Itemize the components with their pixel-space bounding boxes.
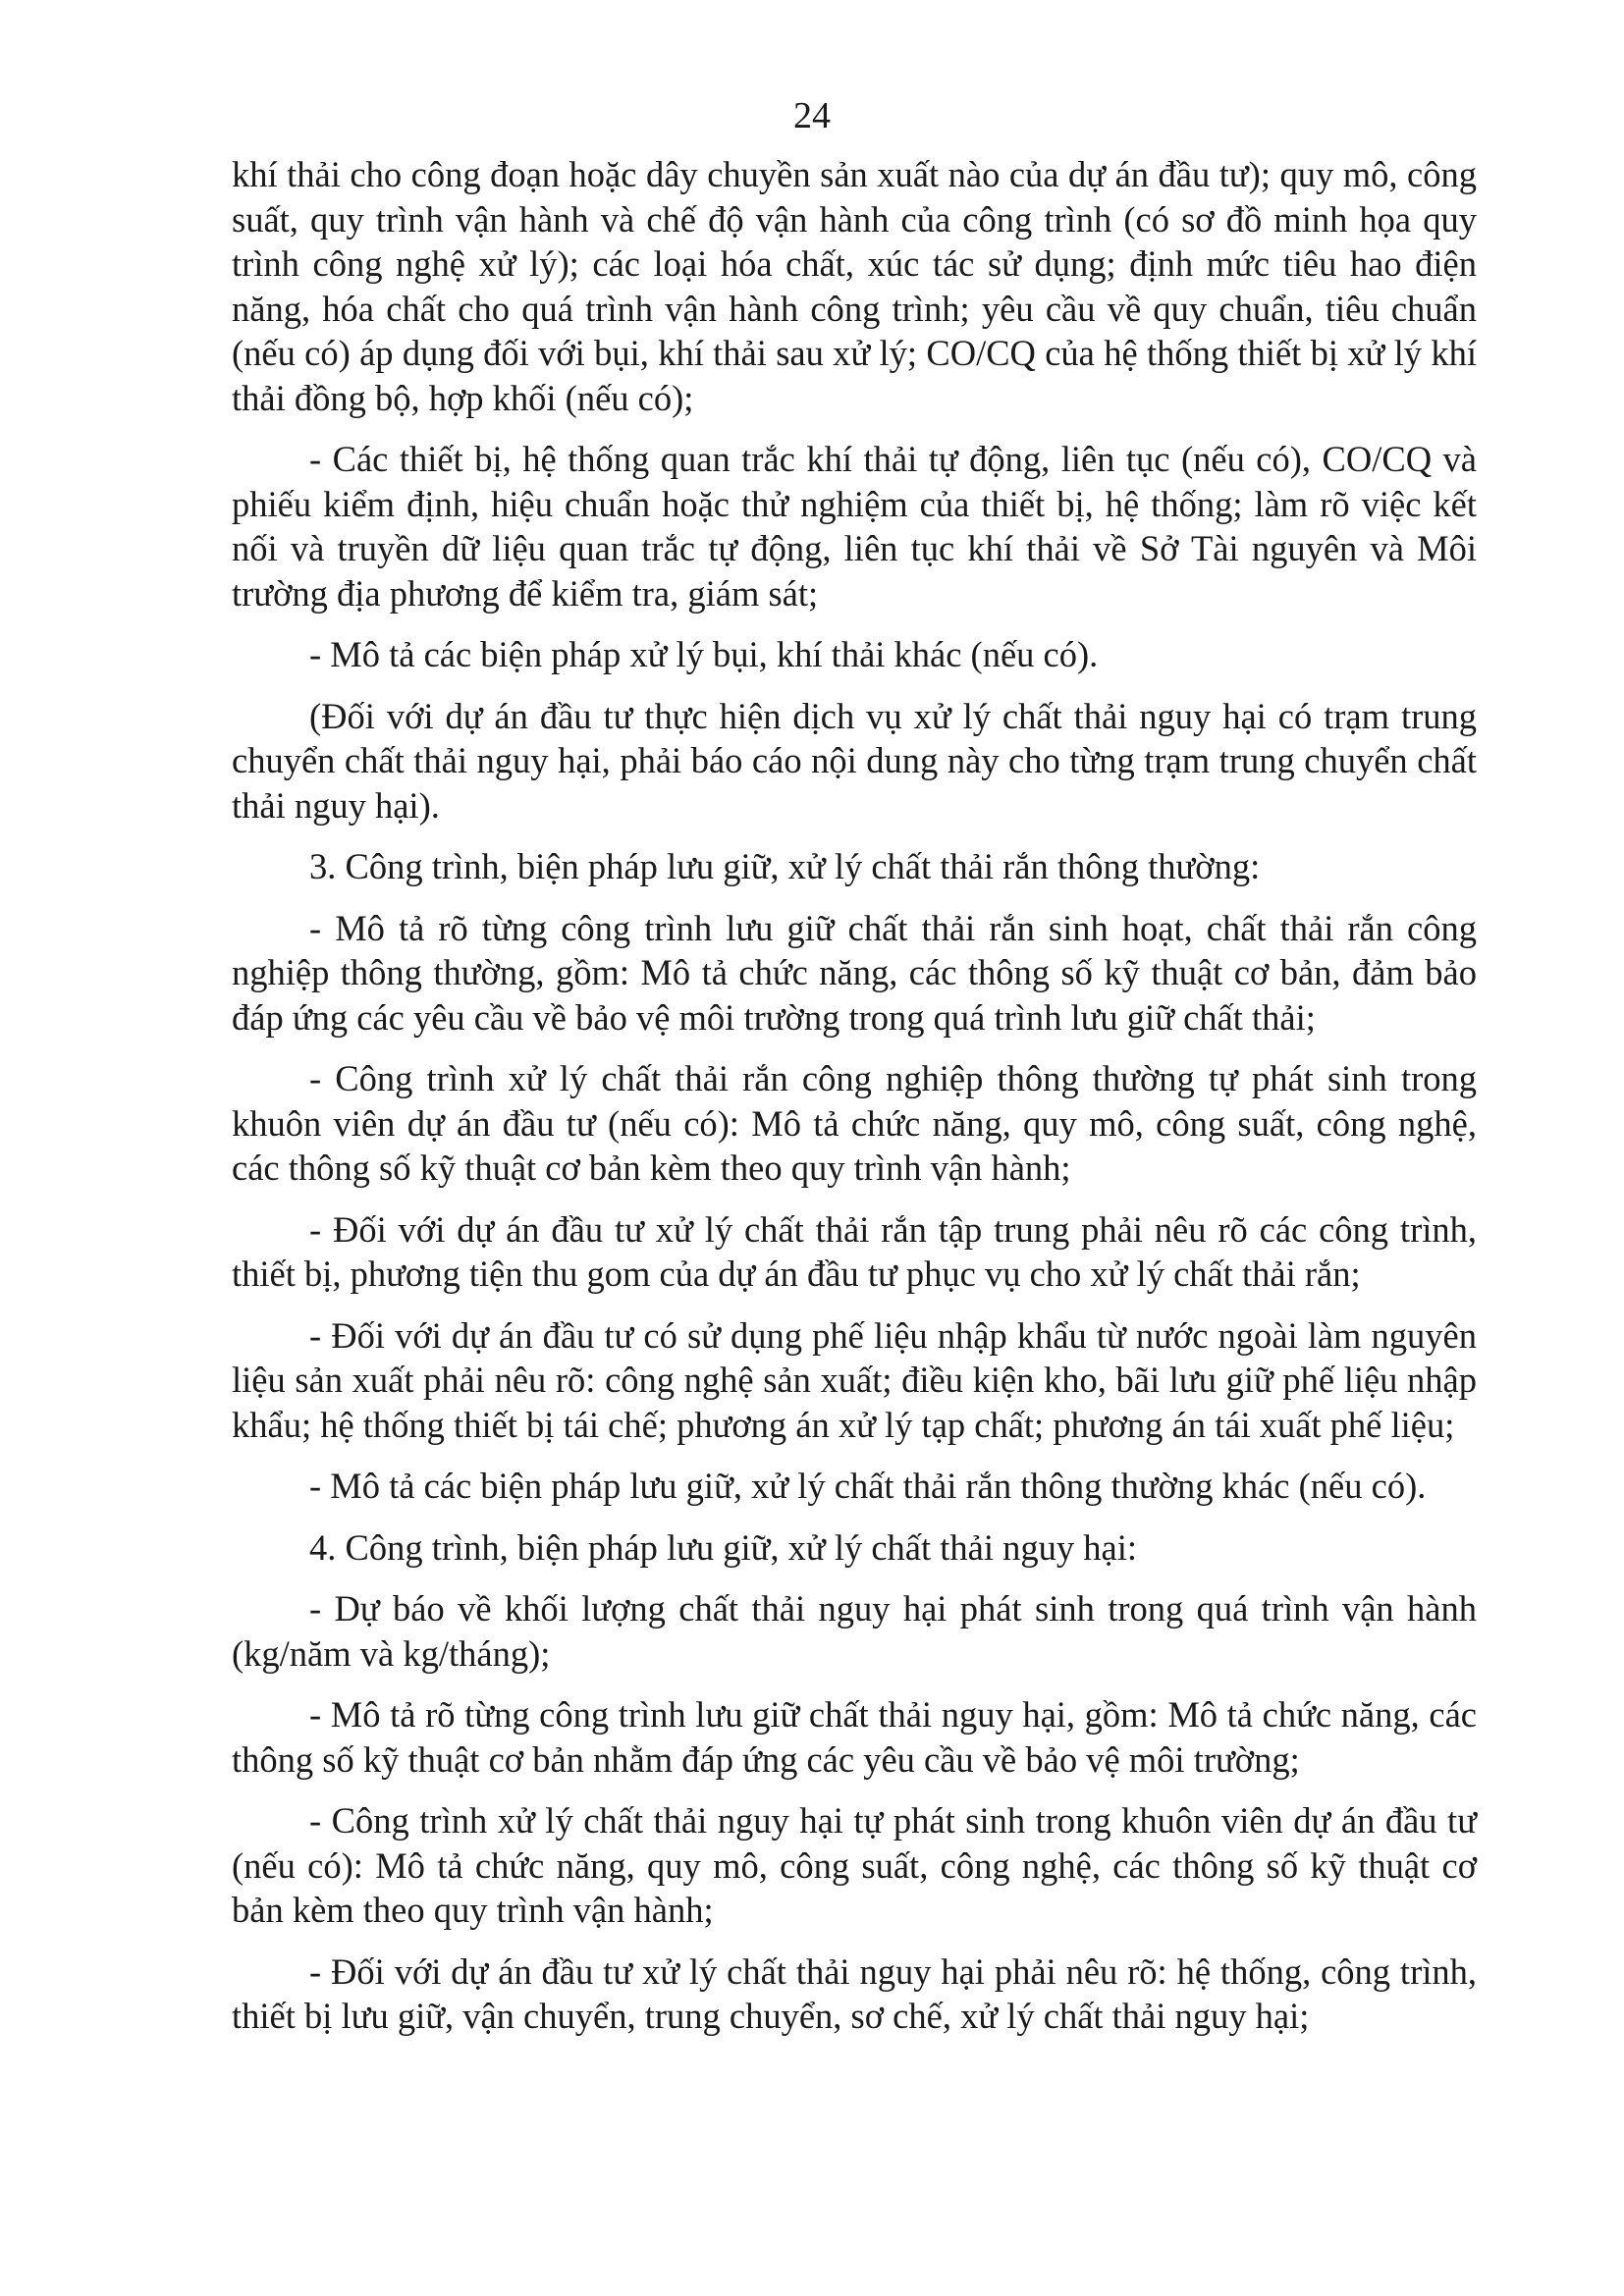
- paragraph-imported-scrap: - Đối với dự án đầu tư có sử dụng phế liệu nhập khẩu từ nước ngoài làm nguyên liệu sản xuất phải nêu rõ: công nghệ sản xuất; điều kiện kho, bãi lưu giữ phế liệu nhập khẩu; hệ thống thiết bị tái chế; phương án xử lý tạp chất; phương án tái xuất phế liệu;: [232, 1314, 1477, 1445]
- paragraph-solid-waste-treatment: - Công trình xử lý chất thải rắn công nghiệp thông thường tự phát sinh trong khuôn viên dự án đầu tư (nếu có): Mô tả chức năng, quy mô, công suất, công nghệ, các thông số kỹ thuật cơ bản kèm theo quy trình vận hành;: [232, 1058, 1477, 1188]
- paragraph-other-dust-measures: - Mô tả các biện pháp xử lý bụi, khí thải khác (nếu có).: [309, 634, 1099, 674]
- section-heading-hazardous-waste: 4. Công trình, biện pháp lưu giữ, xử lý chất thải nguy hại:: [309, 1526, 1137, 1568]
- paragraph-centralized-treatment: - Đối với dự án đầu tư xử lý chất thải rắn tập trung phải nêu rõ các công trình, thiết bị, phương tiện thu gom của dự án đầu tư phục vụ cho xử lý chất thải rắn;: [232, 1208, 1477, 1294]
- paragraph-hazardous-treatment: - Công trình xử lý chất thải nguy hại tự phát sinh trong khuôn viên dự án đầu tư (nếu có): Mô tả chức năng, quy mô, công suất, công nghệ, các thông số kỹ thuật cơ bản kèm theo quy trình vận hành;: [232, 1800, 1477, 1930]
- paragraph-monitoring-systems: - Các thiết bị, hệ thống quan trắc khí thải tự động, liên tục (nếu có), CO/CQ và phiếu kiểm định, hiệu chuẩn hoặc thử nghiệm của thiết bị, hệ thống; làm rõ việc kết nối và truyền dữ liệu quan trắc tự động, liên tục khí thải về Sở Tài nguyên và Môi trường địa phương để kiểm tra, giám sát;: [232, 439, 1477, 614]
- paragraph-hazardous-storage: - Mô tả rõ từng công trình lưu giữ chất thải nguy hại, gồm: Mô tả chức năng, các thông số kỹ thuật cơ bản nhằm đáp ứng các yêu cầu về bảo vệ môi trường;: [232, 1694, 1477, 1780]
- paragraph-solid-waste-storage: - Mô tả rõ từng công trình lưu giữ chất thải rắn sinh hoạt, chất thải rắn công nghiệp thông thường, gồm: Mô tả chức năng, các thông số kỹ thuật cơ bản, đảm bảo đáp ứng các yêu cầu về bảo vệ môi trường trong quá trình lưu giữ chất thải;: [232, 907, 1477, 1038]
- paragraph-transfer-station-note: (Đối với dự án đầu tư thực hiện dịch vụ xử lý chất thải nguy hại có trạm trung chuyển chất thải nguy hại, phải báo cáo nội dung này cho từng trạm trung chuyển chất thải nguy hại).: [232, 695, 1477, 826]
- page-number: 24: [793, 95, 831, 136]
- section-heading-solid-waste: 3. Công trình, biện pháp lưu giữ, xử lý chất thải rắn thông thường:: [309, 846, 1261, 886]
- paragraph-other-solid-measures: - Mô tả các biện pháp lưu giữ, xử lý chất thải rắn thông thường khác (nếu có).: [309, 1466, 1427, 1506]
- paragraph-hazardous-project: - Đối với dự án đầu tư xử lý chất thải nguy hại phải nêu rõ: hệ thống, công trình, thiết bị lưu giữ, vận chuyển, trung chuyển, sơ chế, xử lý chất thải nguy hại;: [232, 1950, 1477, 2036]
- paragraph-continuation: khí thải cho công đoạn hoặc dây chuyền sản xuất nào của dự án đầu tư); quy mô, công suất, quy trình vận hành và chế độ vận hành của công trình (có sơ đồ minh họa quy trình công nghệ xử lý); các loại hóa chất, xúc tác sử dụng; định mức tiêu hao điện năng, hóa chất cho quá trình vận hành công trình; yêu cầu về quy chuẩn, tiêu chuẩn (nếu có) áp dụng đối với bụi, khí thải sau xử lý; CO/CQ của hệ thống thiết bị xử lý khí thải đồng bộ, hợp khối (nếu có);: [232, 154, 1477, 418]
- paragraph-hazardous-forecast: - Dự báo về khối lượng chất thải nguy hại phát sinh trong quá trình vận hành (kg/năm và kg/tháng);: [232, 1588, 1477, 1674]
- page-body: [232, 152, 1477, 2056]
